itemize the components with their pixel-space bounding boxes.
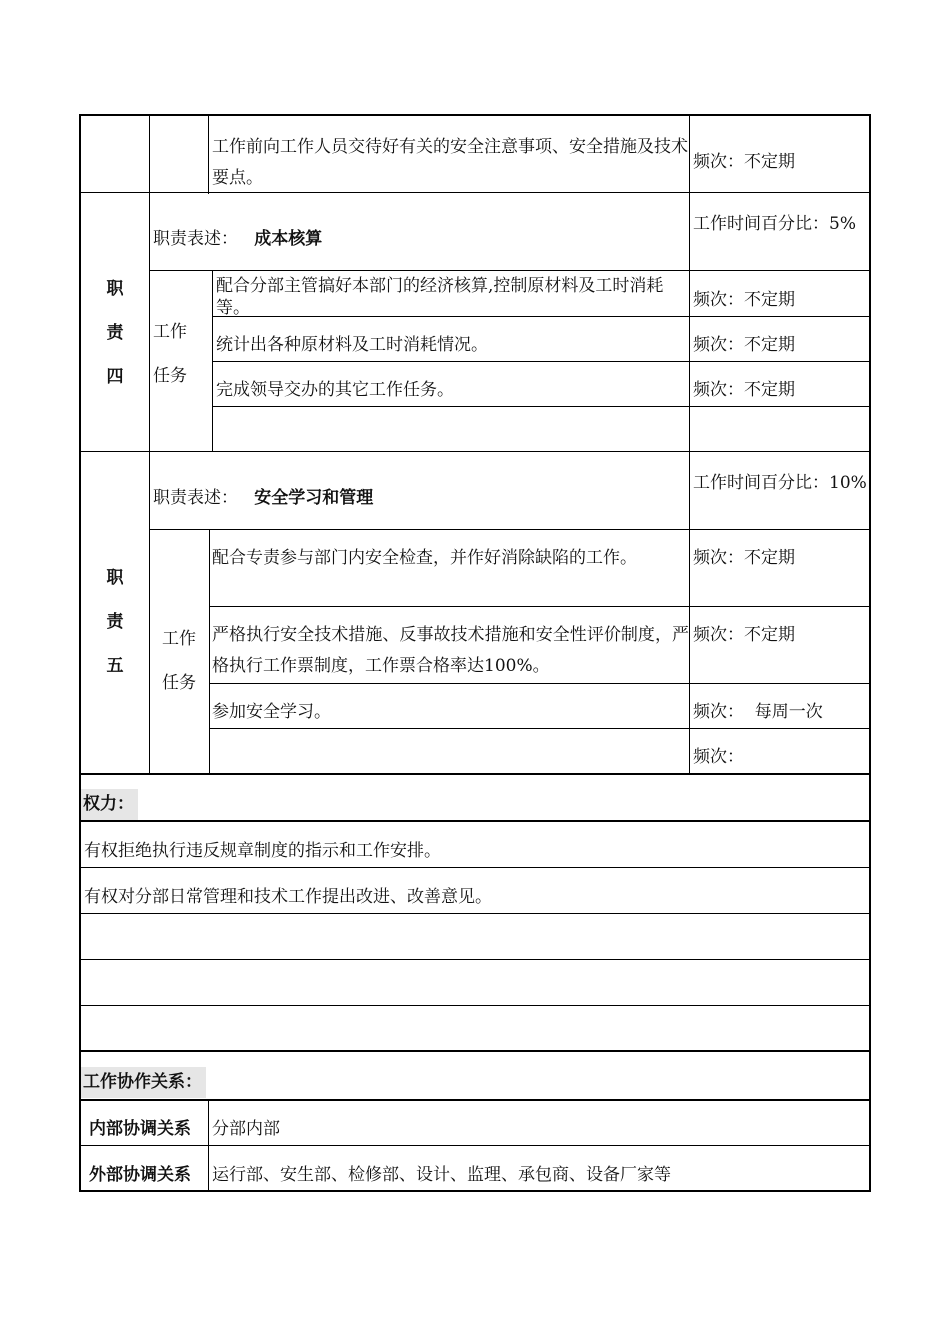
- task-item: 配合分部主管搞好本部门的经济核算,控制原材料及工时消耗等。: [216, 276, 664, 318]
- task-frequency: 频次： 每周一次: [693, 702, 823, 722]
- task-item: 完成领导交办的其它工作任务。: [216, 380, 454, 400]
- col-divider: [689, 193, 690, 270]
- row-divider: [81, 1145, 869, 1146]
- task-frequency: 频次：: [693, 747, 744, 767]
- row-divider: [81, 820, 869, 822]
- row-divider: [212, 361, 871, 362]
- external-relation-label: 外部协调关系: [89, 1165, 191, 1185]
- task-item: 参加安全学习。: [212, 702, 331, 722]
- tasks-label: 工作 任务: [153, 322, 187, 386]
- col-divider: [689, 116, 690, 194]
- duty-four-label: 职 责 四: [106, 279, 124, 387]
- time-percentage: 工作时间百分比：5%: [693, 214, 856, 234]
- task-frequency: 频次：不定期: [693, 290, 795, 310]
- duty-five-section: [79, 451, 871, 773]
- task-text: 工作前向工作人员交待好有关的安全注意事项、安全措施及技术要点。: [212, 137, 688, 188]
- col-divider: [149, 452, 150, 774]
- top-row: [79, 114, 871, 192]
- task-frequency: 频次：不定期: [693, 380, 795, 400]
- row-divider: [81, 1005, 869, 1006]
- task-item: 严格执行安全技术措施、反事故技术措施和安全性评价制度，严格执行工作票制度，工作票合格率达100%。: [212, 625, 689, 676]
- task-frequency: 频次：不定期: [693, 625, 795, 645]
- relations-title: 工作协作关系：: [81, 1067, 206, 1098]
- authority-section: [79, 773, 871, 1050]
- relations-section: [79, 1050, 871, 1192]
- frequency-text: 频次：不定期: [693, 152, 795, 172]
- row-divider: [81, 1099, 869, 1101]
- row-divider: [149, 529, 871, 530]
- col-divider: [208, 116, 209, 194]
- authority-title: 权力：: [81, 789, 138, 820]
- row-divider: [81, 913, 869, 914]
- col-divider: [689, 452, 690, 529]
- col-divider: [209, 529, 210, 774]
- authority-item: 有权对分部日常管理和技术工作提出改进、改善意见。: [84, 887, 492, 907]
- row-divider: [81, 867, 869, 868]
- tasks-label: 工作 任务: [162, 629, 196, 693]
- col-divider: [689, 529, 690, 774]
- task-frequency: 频次：不定期: [693, 335, 795, 355]
- col-divider: [149, 116, 150, 194]
- duty-description: 职责表述： 成本核算: [153, 229, 323, 249]
- row-divider: [209, 606, 871, 607]
- duty-description: 职责表述： 安全学习和管理: [153, 488, 374, 508]
- task-frequency: 频次：不定期: [693, 548, 795, 568]
- task-item: 配合专责参与部门内安全检查，并作好消除缺陷的工作。: [212, 548, 637, 568]
- row-divider: [149, 270, 871, 271]
- job-description-table: [79, 114, 871, 1192]
- task-item: 统计出各种原材料及工时消耗情况。: [216, 335, 488, 355]
- row-divider: [81, 959, 869, 960]
- duty-five-label: 职 责 五: [106, 568, 124, 676]
- col-divider: [149, 193, 150, 452]
- row-divider: [209, 728, 871, 729]
- row-divider: [209, 683, 871, 684]
- row-divider: [212, 316, 871, 317]
- row-divider: [212, 406, 871, 407]
- internal-relation-label: 内部协调关系: [89, 1119, 191, 1139]
- external-relation-value: 运行部、安生部、检修部、设计、监理、承包商、设备厂家等: [212, 1165, 671, 1185]
- time-percentage: 工作时间百分比：10%: [693, 473, 867, 493]
- duty-four-section: [79, 192, 871, 451]
- authority-item: 有权拒绝执行违反规章制度的指示和工作安排。: [84, 841, 441, 861]
- internal-relation-value: 分部内部: [212, 1119, 280, 1139]
